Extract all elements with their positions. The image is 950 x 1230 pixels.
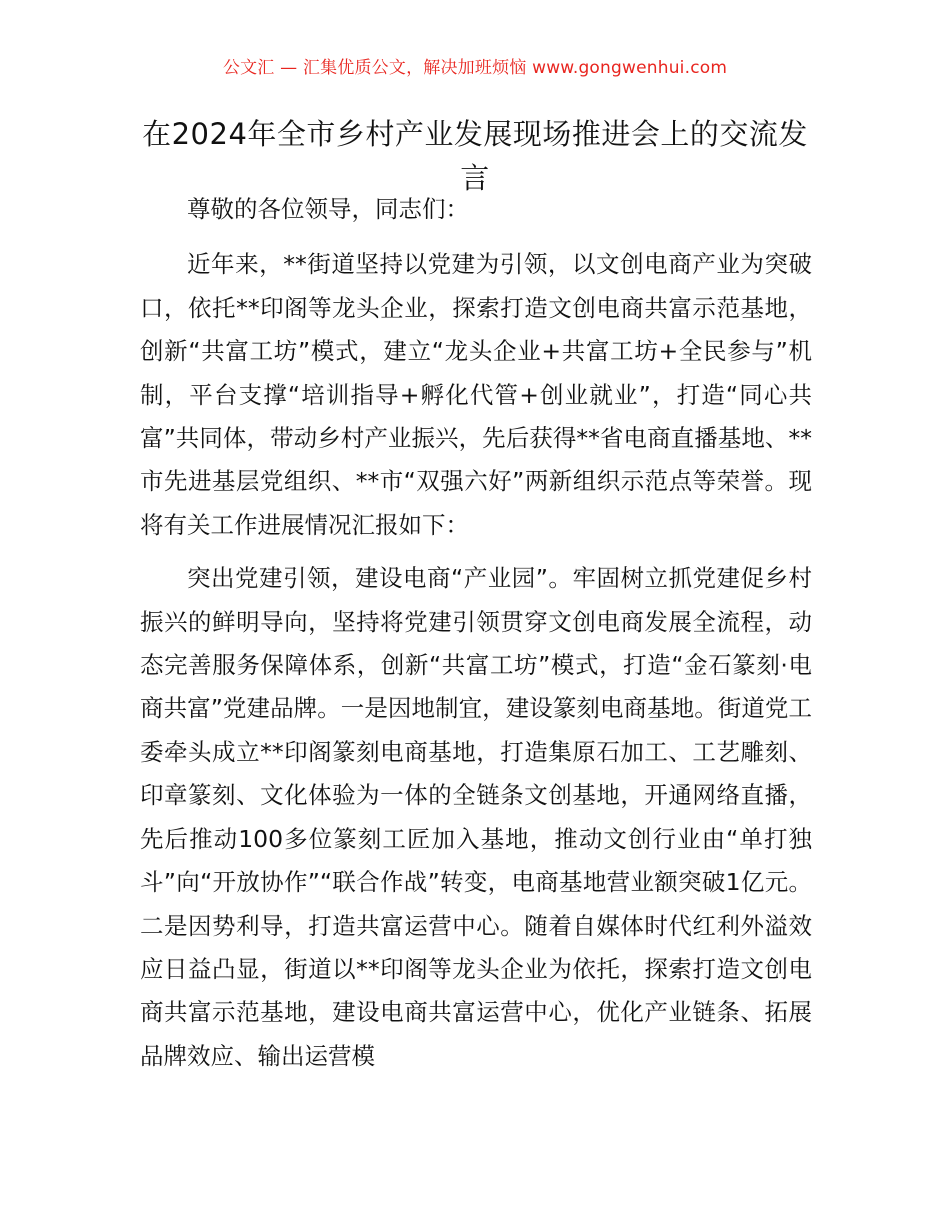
paragraph-party-building: 突出党建引领，建设电商“产业园”。牢固树立抓党建促乡村振兴的鲜明导向，坚持将党建引领贯穿文创电商发展全流程，动态完善服务保障体系，创新“共富工坊”模式，打造“金石篆刻·电商共富”党建品牌。一是因地制宜，建设篆刻电商基地。街道党工委牵头成立**印阁篆刻电商基地，打造集原石加工、工艺雕刻、印章篆刻、文化体验为一体的全链条文创基地，开通网络直播，先后推动100多位篆刻工匠加入基地，推动文创行业由“单打独斗”向“开放协作”“联合作战”转变，电商基地营业额突破1亿元。二是因势利导，打造共富运营中心。随着自媒体时代红利外溢效应日益凸显，街道以**印阁等龙头企业为依托，探索打造文创电商共富示范基地，建设电商共富运营中心，优化产业链条、拓展品牌效应、输出运营模 (140, 564, 812, 1070)
site-banner[interactable]: 公文汇 — 汇集优质公文，解决加班烦恼 www.gongwenhui.com (222, 58, 728, 78)
document-body (140, 188, 812, 1088)
salutation: 尊敬的各位领导，同志们： (187, 195, 469, 223)
paragraph-intro: 近年来，**街道坚持以党建为引领，以文创电商产业为突破口，依托**印阁等龙头企业，探索打造文创电商共富示范基地，创新“共富工坊”模式，建立“龙头企业+共富工坊+全民参与”机制，平台支撑“培训指导+孵化代管+创业就业”，打造“同心共富”共同体，带动乡村产业振兴，先后获得**省电商直播基地、**市先进基层党组织、**市“双强六好”两新组织示范点等荣誉。现将有关工作进展情况汇报如下： (140, 250, 812, 539)
document-title: 在2024年全市乡村产业发展现场推进会上的交流发言 (142, 117, 808, 195)
